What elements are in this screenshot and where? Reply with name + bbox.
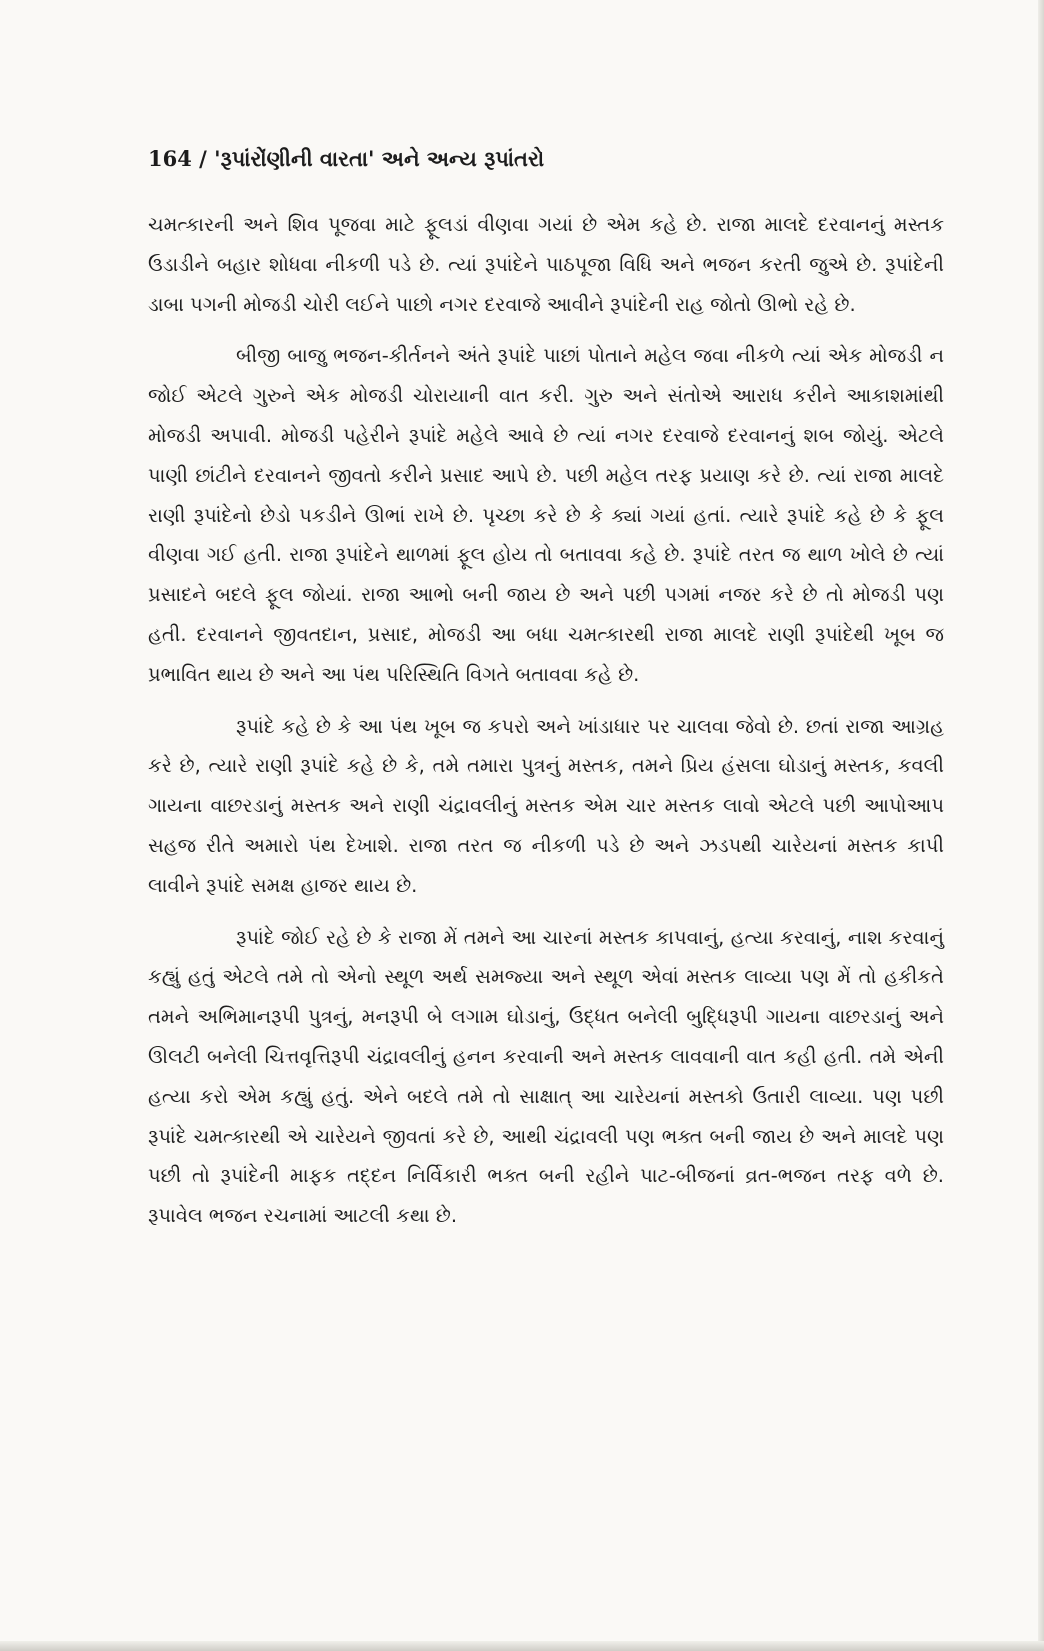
running-header bbox=[148, 146, 908, 172]
scan-edge-bottom bbox=[0, 1641, 1044, 1651]
scan-edge-right bbox=[1038, 0, 1044, 1651]
chapter-title: 'રૂપાંરોંણીની વારતા' અને અન્ય રૂપાંતરો bbox=[214, 146, 545, 171]
paragraph-3: રૂપાંદે કહે છે કે આ પંથ ખૂબ જ કપરો અને ખાંડાધાર પર ચાલવા જેવો છે. છતાં રાજા આગ્રહ કરે છે, ત્યારે રાણી રૂપાંદે કહે છે કે, તમે તમારા પુત્રનું મસ્તક, તમને પ્રિય હંસલા ઘોડાનું મસ્તક, કવલી ગાયના વાછરડાનું મસ્તક અને રાણી ચંદ્રાવલીનું મસ્તક એમ ચાર મસ્તક લાવો એટલે પછી આપોઆપ સહજ રીતે અમારો પંથ દેખાશે. રાજા તરત જ નીકળી પડે છે અને ઝડપથી ચારેયનાં મસ્તક કાપી લાવીને રૂપાંદે સમક્ષ હાજર થાય છે. bbox=[148, 714, 944, 897]
page-number: 164 bbox=[148, 146, 192, 171]
paragraph-2: બીજી બાજુ ભજન-કીર્તનને અંતે રૂપાંદે પાછાં પોતાને મહેલ જવા નીકળે ત્યાં એક મોજડી ન જોઈ એટલે ગુરુને એક મોજડી ચોરાયાની વાત કરી. ગુરુ અને સંતોએ આરાધ કરીને આકાશમાંથી મોજડી અપાવી. મોજડી પહેરીને રૂપાંદે મહેલે આવે છે ત્યાં નગર દરવાજે દરવાનનું શબ જોયું. એટલે પાણી છાંટીને દરવાનને જીવતો કરીને પ્રસાદ આપે છે. પછી મહેલ તરફ પ્રયાણ કરે છે. ત્યાં રાજા માલદે રાણી રૂપાંદેનો છેડો પકડીને ઊભાં રાખે છે. પૃચ્છા કરે છે કે ક્યાં ગયાં હતાં. ત્યારે રૂપાંદે કહે છે કે ફૂલ વીણવા ગઈ હતી. રાજા રૂપાંદેને થાળમાં ફૂલ હોય તો બતાવવા કહે છે. રૂપાંદે તરત જ થાળ ખોલે છે ત્યાં પ્રસાદને બદલે ફૂલ જોયાં. રાજા આભો બની જાય છે અને પછી પગમાં નજર કરે છે તો મોજડી પણ હતી. દરવાનને જીવતદાન, પ્રસાદ, મોજડી આ બધા ચમત્કારથી રાજા માલદે રાણી રૂપાંદેથી ખૂબ જ પ્રભાવિત થાય છે અને આ પંથ પરિસ્થિતિ વિગતે બતાવવા કહે છે. bbox=[148, 344, 944, 686]
paragraph-4: રૂપાંદે જોઈ રહે છે કે રાજા મેં તમને આ ચારનાં મસ્તક કાપવાનું, હત્યા કરવાનું, નાશ કરવાનું કહ્યું હતું એટલે તમે તો એનો સ્થૂળ અર્થ સમજ્યા અને સ્થૂળ એવાં મસ્તક લાવ્યા પણ મેં તો હકીકતે તમને અભિમાનરૂપી પુત્રનું, મનરૂપી બે લગામ ઘોડાનું, ઉદ્ધત બનેલી બુદ્ધિરૂપી ગાયના વાછરડાનું અને ઊલટી બનેલી ચિત્તવૃત્તિરૂપી ચંદ્રાવલીનું હનન કરવાની અને મસ્તક લાવવાની વાત કહી હતી. તમે એની હત્યા કરો એમ કહ્યું હતું. એને બદલે તમે તો સાક્ષાત્ આ ચારેયનાં મસ્તકો ઉતારી લાવ્યા. પણ પછી રૂપાંદે ચમત્કારથી એ ચારેયને જીવતાં કરે છે, આથી ચંદ્રાવલી પણ ભક્ત બની જાય છે અને માલદે પણ પછી તો રૂપાંદેની માફક તદ્દન નિર્વિકારી ભક્ત બની રહીને પાટ-બીજનાં વ્રત-ભજન તરફ વળે છે. રૂપાવેલ ભજન રચનામાં આટલી કથા છે. bbox=[148, 925, 944, 1228]
paragraph-1: ચમત્કારની અને શિવ પૂજવા માટે ફૂલડાં વીણવા ગયાં છે એમ કહે છે. રાજા માલદે દરવાનનું મસ્તક ઉડાડીને બહાર શોધવા નીકળી પડે છે. ત્યાં રૂપાંદેને પાઠપૂજા વિધિ અને ભજન કરતી જુએ છે. રૂપાંદેની ડાબા પગની મોજડી ચોરી લઈને પાછો નગર દરવાજે આવીને રૂપાંદેની રાહ જોતો ઊભો રહે છે. bbox=[148, 213, 944, 316]
body-text bbox=[148, 205, 944, 1236]
header-separator: / bbox=[199, 146, 207, 171]
